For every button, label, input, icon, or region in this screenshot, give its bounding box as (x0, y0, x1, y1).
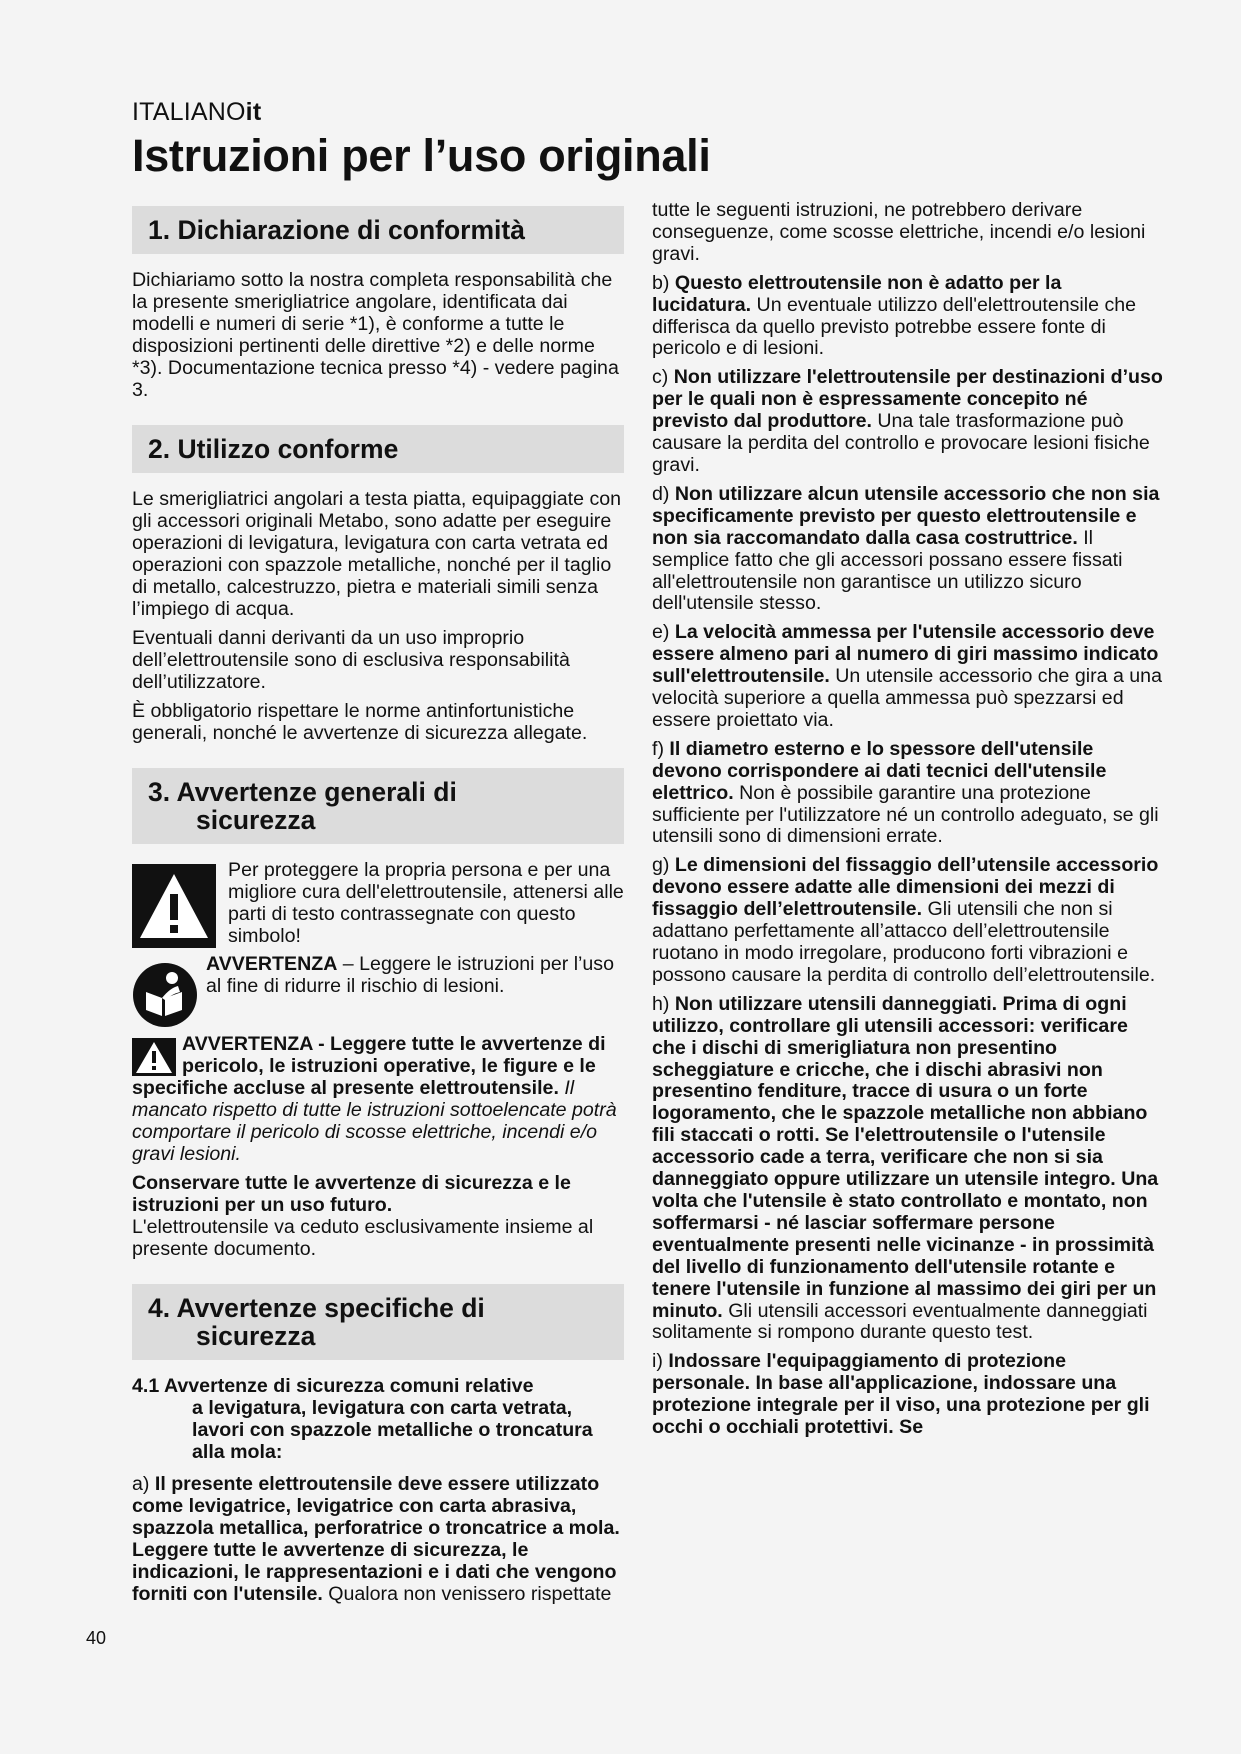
warning-triangle-icon (132, 864, 216, 948)
item-f: f) Il diametro esterno e lo spessore dell'utensile devono corrispondere ai dati tecnici dell'utensile elettrico. Non è possibile garantire una protezione sufficiente per l'utilizzatore né un controllo adeguato, se gli utensili sono di dimensioni errate. (652, 737, 1159, 848)
section-heading-1: 1. Dichiarazione di conformità (132, 206, 624, 254)
item-d: d) Non utilizzare alcun utensile accessorio che non sia specificamente previsto per questo elettroutensile e non sia raccomandato dalla casa costruttrice. Il semplice fatto che gli accessori possano essere fissati all'elettroutensile non garantisce un utilizzo sicuro dell'utensile stesso. (652, 482, 1160, 615)
page-title: Istruzioni per l’uso originali (132, 130, 711, 181)
symbol-note (132, 860, 624, 948)
manual-note (132, 954, 624, 1028)
subsection-heading-4-1: 4.1 Avvertenze di sicurezza comuni relative a levigatura, levigatura con carta vetrata, lavori con spazzole metalliche o troncatura alla mola: (132, 1375, 593, 1464)
symbol-note-text: Per proteggere la propria persona e per una migliore cura dell'elettroutensile, attenersi alle parti di testo contrassegnate con questo simbolo! (228, 859, 624, 948)
left-column (132, 206, 624, 1613)
item-i: i) Indossare l'equipaggiamento di protezione personale. In base all'applicazione, indossare una protezione integrale per il viso, una protezione per gli occhi o occhiali protettivi. Se (652, 1350, 1150, 1439)
read-manual-icon (132, 962, 198, 1028)
paragraph-liability: Eventuali danni derivanti da un uso improprio dell’elettroutensile sono di esclusiva responsabilità dell’utilizzatore. (132, 626, 570, 693)
section-heading-2: 2. Utilizzo conforme (132, 425, 624, 473)
paragraph-intended-use: Le smerigliatrici angolari a testa piatta, equipaggiate con gli accessori originali Metabo, sono adatte per eseguire operazioni di levigatura, levigatura con carta vetrata ed operazioni con spazzole metalliche, nonché per il taglio di metallo, calcestruzzo, pietra e materiali simili senza l’impiego di acqua. (132, 488, 622, 620)
item-g: g) Le dimensioni del fissaggio dell’utensile accessorio devono essere adatte alle dimensioni dei mezzi di fissaggio dell’elettroutensile. Gli utensili che non si adattano perfettamente all’attacco dell’elettroutensile ruotano in modo irregolare, producono forti vibrazioni e possono causare la perdita di controllo dell’elettroutensile. (652, 854, 1159, 986)
item-h: h) Non utilizzare utensili danneggiati. Prima di ogni utilizzo, controllare gli utensili accessori: verificare che i dischi di smerigliatura non presentino scheggiature e cricche, che i dischi abrasivi non presentino fenditure, tracce di usura o un forte logoramento, che le spazzole metalliche non abbiano fili staccati o rotti. Se l'elettroutensile o l'utensile accessorio cade a terra, verificare che non si sia danneggiato oppure utilizzare un utensile integro. Una volta che l'utensile è stato controllato e montato, non soffermarsi - né lasciar soffermare persone eventualmente presenti nelle vicinanze - in prossimità del livello di funzionamento dell'utensile rotante e tenere l'utensile in funzione al massimo dei giri per un minuto. Gli utensili accessori eventualmente danneggiati solitamente si rompono durante questo test. (652, 992, 1159, 1344)
manual-note-text: AVVERTENZA – Leggere le istruzioni per l’uso al fine di ridurre il rischio di lesioni. (206, 953, 615, 998)
section-heading-4: 4. Avvertenze specifiche di sicurezza (132, 1284, 624, 1360)
paragraph-conformity: Dichiariamo sotto la nostra completa responsabilità che la presente smerigliatrice angolare, identificata dai modelli e numeri di serie *1), è conforme a tutte le disposizioni pertinenti delle direttive *2) e delle norme *3). Documentazione tecnica presso *4) - vedere pagina 3. (132, 269, 619, 401)
warning-triangle-small-icon (132, 1038, 176, 1076)
item-c: c) Non utilizzare l'elettroutensile per destinazioni d’uso per le quali non è espressamente concepito né previsto dal produttore. Una tale trasformazione può causare la perdita del controllo e provocare lesioni fisiche gravi. (652, 366, 1163, 476)
continued-text: tutte le seguenti istruzioni, ne potrebbero derivare conseguenze, come scosse elettriche, incendi e/o lesioni gravi. (652, 199, 1146, 265)
section-heading-3: 3. Avvertenze generali di sicurezza (132, 768, 624, 844)
item-b: b) Questo elettroutensile non è adatto per la lucidatura. Un eventuale utilizzo dell'elettroutensile che differisca da quello previsto potrebbe essere fonte di pericolo e di lesioni. (652, 271, 1137, 360)
paragraph-regulations: È obbligatorio rispettare le norme antinfortunistiche generali, nonché le avvertenze di sicurezza allegate. (132, 699, 588, 744)
page-number: 40 (86, 1628, 107, 1648)
item-a: a) Il presente elettroutensile deve essere utilizzato come levigatrice, levigatrice con carta abrasiva, spazzola metallica, perforatrice o troncatrice a mola. Leggere tutte le avvertenze di sicurezza, le indicazioni, le rappresentazioni e i dati che vengono forniti con l'utensile. Qualora non venissero rispettate (132, 1473, 620, 1605)
right-column (652, 200, 1164, 1446)
language-code: it (245, 98, 262, 126)
paragraph-keep-instructions: Conservare tutte le avvertenze di sicurezza e le istruzioni per un uso futuro. L'elettroutensile va ceduto esclusivamente insieme al presente documento. (132, 1171, 594, 1260)
item-e: e) La velocità ammessa per l'utensile accessorio deve essere almeno pari al numero di giri massimo indicato sull'elettroutensile. Un utensile accessorio che gira a una velocità superiore a quella ammessa può spezzarsi ed essere proiettato via. (652, 621, 1162, 731)
language-label: ITALIANOit (132, 98, 262, 126)
warning-read-all: AVVERTENZA - Leggere tutte le avvertenze di pericolo, le istruzioni operative, le figure e le specifiche accluse al presente elettroutensile. Il mancato rispetto di tutte le istruzioni sottoelencate potrà comportare il pericolo di scosse elettriche, incendi e/o gravi lesioni. (132, 1033, 617, 1165)
